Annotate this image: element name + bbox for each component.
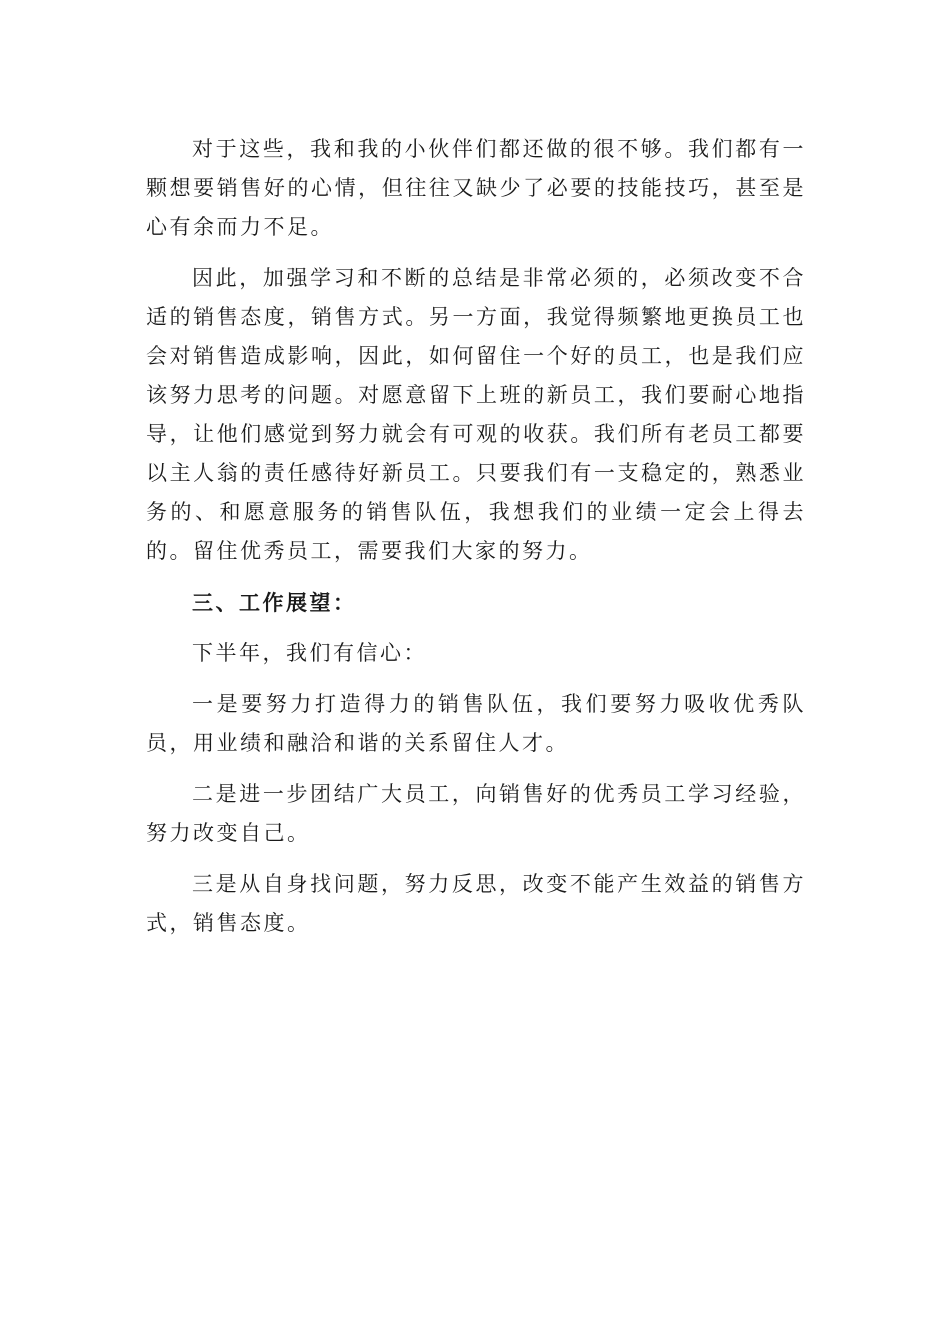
section-heading-work-outlook: 三、工作展望： bbox=[192, 590, 357, 615]
list-item-build-team: 一是要努力打造得力的销售队伍，我们要努力吸收优秀队员，用业绩和融洽和谐的关系留住人才。 bbox=[146, 692, 806, 755]
document-body bbox=[146, 130, 806, 955]
paragraph-self-reflection: 对于这些，我和我的小伙伴们都还做的很不够。我们都有一颗想要销售好的心情，但往往又缺少了必要的技能技巧，甚至是心有余而力不足。 bbox=[146, 137, 806, 239]
list-item-unite-staff: 二是进一步团结广大员工，向销售好的优秀员工学习经验，努力改变自己。 bbox=[146, 782, 806, 845]
list-item-self-reflection: 三是从自身找问题，努力反思，改变不能产生效益的销售方式，销售态度。 bbox=[146, 872, 806, 935]
paragraph-confidence: 下半年，我们有信心： bbox=[192, 641, 427, 665]
paragraph-staff-retention: 因此，加强学习和不断的总结是非常必须的，必须改变不合适的销售态度，销售方式。另一方面，我觉得频繁地更换员工也会对销售造成影响，因此，如何留住一个好的员工，也是我们应该努力思考的问题。对愿意留下上班的新员工，我们要耐心地指导，让他们感觉到努力就会有可观的收获。我们所有老员工都要以主人翁的责任感待好新员工。只要我们有一支稳定的，熟悉业务的、和愿意服务的销售队伍，我想我们的业绩一定会上得去的。留住优秀员工，需要我们大家的努力。 bbox=[146, 266, 806, 563]
